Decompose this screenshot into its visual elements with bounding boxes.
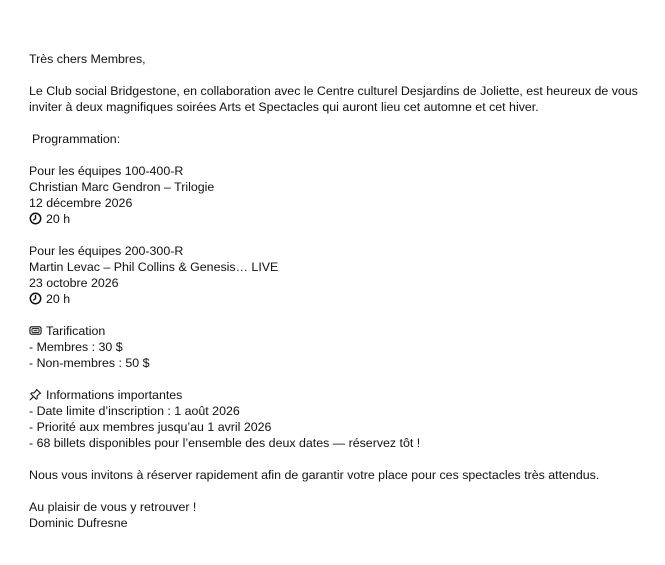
event-teams: Pour les équipes 100-400-R bbox=[29, 164, 184, 178]
pricing-item: - Non-membres : 50 $ bbox=[29, 356, 150, 370]
pushpin-icon bbox=[29, 388, 42, 401]
signature: Dominic Dufresne bbox=[29, 516, 128, 530]
closing-paragraph: Nous vous invitons à réserver rapidement afin de garantir votre place pour ces spectacles très attendus. bbox=[29, 468, 600, 482]
program-heading: Programmation: bbox=[32, 132, 121, 146]
event-time-row bbox=[29, 291, 639, 307]
event-1 bbox=[29, 163, 639, 227]
event-teams: Pour les équipes 200-300-R bbox=[29, 244, 184, 258]
event-date: 23 octobre 2026 bbox=[29, 276, 119, 290]
greeting: Très chers Membres, bbox=[29, 52, 146, 66]
event-performer: Christian Marc Gendron – Trilogie bbox=[29, 180, 215, 194]
event-time-row bbox=[29, 211, 639, 227]
clock-icon bbox=[29, 292, 42, 305]
info-section bbox=[29, 387, 639, 451]
pricing-heading: Tarification bbox=[46, 324, 106, 338]
event-time: 20 h bbox=[46, 212, 71, 226]
info-item: - Priorité aux membres jusqu’au 1 avril 2026 bbox=[29, 420, 272, 434]
event-2 bbox=[29, 243, 639, 307]
ticket-icon bbox=[29, 324, 42, 337]
info-item: - 68 billets disponibles pour l’ensemble des deux dates — réservez tôt ! bbox=[29, 436, 421, 450]
clock-icon bbox=[29, 212, 42, 225]
info-item: - Date limite d’inscription : 1 août 2026 bbox=[29, 404, 240, 418]
pricing-heading-row bbox=[29, 323, 639, 339]
letter-body bbox=[29, 51, 639, 531]
pricing-item: - Membres : 30 $ bbox=[29, 340, 123, 354]
signoff: Au plaisir de vous y retrouver ! bbox=[29, 500, 197, 514]
event-date: 12 décembre 2026 bbox=[29, 196, 133, 210]
info-heading-row bbox=[29, 387, 639, 403]
intro-paragraph: Le Club social Bridgestone, en collaboration avec le Centre culturel Desjardins de Joliette, est heureux de vous inviter à deux magnifiques soirées Arts et Spectacles qui auront lieu cet automne et cet hiver. bbox=[29, 84, 638, 114]
pricing-section bbox=[29, 323, 639, 371]
event-time: 20 h bbox=[46, 292, 71, 306]
event-performer: Martin Levac – Phil Collins & Genesis… LIVE bbox=[29, 260, 279, 274]
info-heading: Informations importantes bbox=[46, 388, 183, 402]
